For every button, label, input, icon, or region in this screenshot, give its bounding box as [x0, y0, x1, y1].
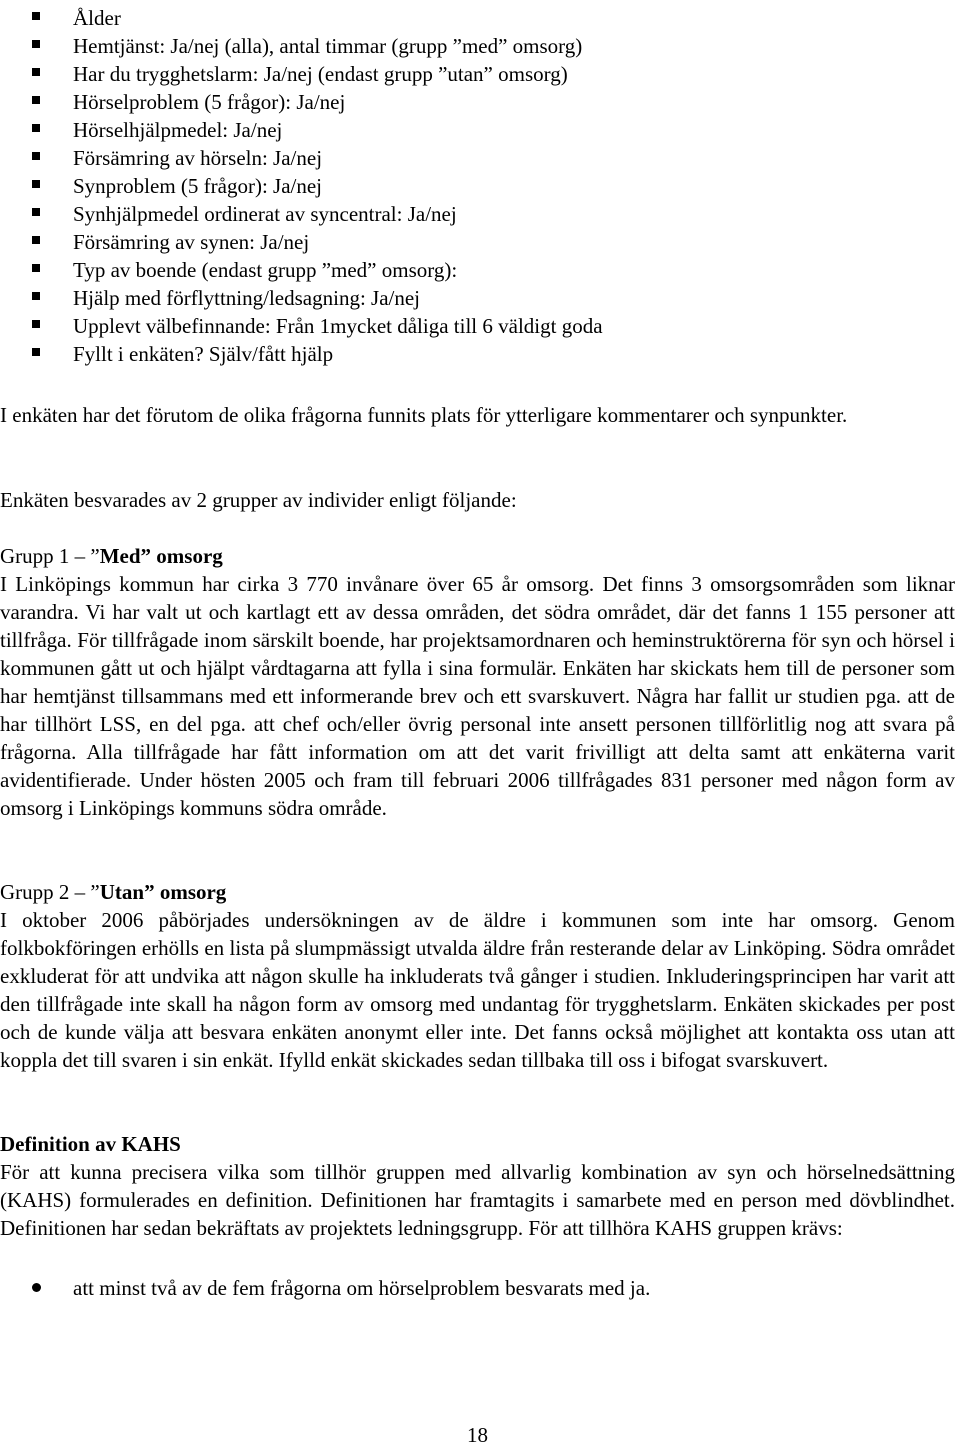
square-bullet-icon — [32, 96, 40, 104]
square-bullet-icon — [32, 12, 40, 20]
group1-paragraph: I Linköpings kommun har cirka 3 770 invånare över 65 år omsorg. Det finns 3 omsorgsområden som liknar varandra. Vi har valt ut och kartlagt ett av dessa områden, det södra området, där det fanns 1 155 personer att tillfråga. För tillfrågade inom särskilt boende, har projektsamordnaren och heminstruktörerna för syn och hörsel i kommunen gått ut och hjälpt vårdtagarna att fylla i sina formulär. Enkäten har skickats hem till de personer som har hemtjänst tillsammans med ett informerande brev och ett svarskuvert. Några har fallit ur studien pga. att de har tillhört LSS, en del pga. att chef och/eller övrig personal inte ansett personen tillförlitlig nog att svara på frågorna. Alla tillfrågade har fått information om att det varit frivilligt att delta samt att enkäterna varit avidentifierade. Under hösten 2005 och fram till februari 2006 tillfrågades 831 personer med någon form av omsorg i Linköpings kommuns södra område. — [0, 572, 955, 820]
round-bullet-icon — [32, 1283, 41, 1292]
list-item: Typ av boende (endast grupp ”med” omsorg): — [0, 256, 960, 284]
list-item: Hemtjänst: Ja/nej (alla), antal timmar (grupp ”med” omsorg) — [0, 32, 960, 60]
square-bullet-icon — [32, 124, 40, 132]
list-item: Hörselhjälpmedel: Ja/nej — [0, 116, 960, 144]
variable-list — [0, 4, 960, 368]
square-bullet-icon — [32, 40, 40, 48]
group1-heading: Grupp 1 – ”Med” omsorg — [0, 544, 223, 568]
list-item: Hjälp med förflyttning/ledsagning: Ja/nej — [0, 284, 960, 312]
list-item: Har du trygghetslarm: Ja/nej (endast grupp ”utan” omsorg) — [0, 60, 960, 88]
definition-heading: Definition av KAHS — [0, 1132, 181, 1156]
page-number: 18 — [467, 1423, 488, 1447]
square-bullet-icon — [32, 348, 40, 356]
list-item: Försämring av synen: Ja/nej — [0, 228, 960, 256]
square-bullet-icon — [32, 292, 40, 300]
list-item: Synproblem (5 frågor): Ja/nej — [0, 172, 960, 200]
group2-paragraph: I oktober 2006 påbörjades undersökningen av de äldre i kommunen som inte har omsorg. Genom folkbokföringen erhölls en lista på slumpmässigt utvalda äldre från resterande delar av Linköping. Södra området exkluderat för att undvika att någon skulle ha inkluderats två gånger i studien. Inkluderingsprincipen har varit att den tillfrågade inte skall ha någon form av omsorg med undantag för trygghetslarm. Enkäten skickades per post och de kunde välja att besvara enkäten anonymt eller inte. Det fanns också möjlighet att kontakta oss utan att koppla det till svaren i sin enkät. Ifylld enkät skickades sedan tillbaka till oss i bifogat svarskuvert. — [0, 908, 955, 1072]
list-item: Ålder — [0, 4, 960, 32]
square-bullet-icon — [32, 320, 40, 328]
list-item: Hörselproblem (5 frågor): Ja/nej — [0, 88, 960, 116]
criterion-list-item: att minst två av de fem frågorna om hörselproblem besvarats med ja. — [0, 1274, 955, 1302]
definition-paragraph: För att kunna precisera vilka som tillhör gruppen med allvarlig kombination av syn och hörselnedsättning (KAHS) formulerades en definition. Definitionen har framtagits i samarbete med en person med dövblindhet. Definitionen har sedan bekräftats av projektets ledningsgrupp. För att tillhöra KAHS gruppen krävs: — [0, 1160, 955, 1240]
list-item: Synhjälpmedel ordinerat av syncentral: Ja/nej — [0, 200, 960, 228]
square-bullet-icon — [32, 236, 40, 244]
square-bullet-icon — [32, 68, 40, 76]
square-bullet-icon — [32, 208, 40, 216]
comments-paragraph: I enkäten har det förutom de olika frågorna funnits plats för ytterligare kommentarer och synpunkter. — [0, 403, 848, 427]
square-bullet-icon — [32, 180, 40, 188]
groups-intro-paragraph: Enkäten besvarades av 2 grupper av individer enligt följande: — [0, 488, 517, 512]
group2-heading: Grupp 2 – ”Utan” omsorg — [0, 880, 227, 904]
list-item: Upplevt välbefinnande: Från 1mycket dåliga till 6 väldigt goda — [0, 312, 960, 340]
square-bullet-icon — [32, 264, 40, 272]
square-bullet-icon — [32, 152, 40, 160]
list-item: Försämring av hörseln: Ja/nej — [0, 144, 960, 172]
list-item: Fyllt i enkäten? Själv/fått hjälp — [0, 340, 960, 368]
